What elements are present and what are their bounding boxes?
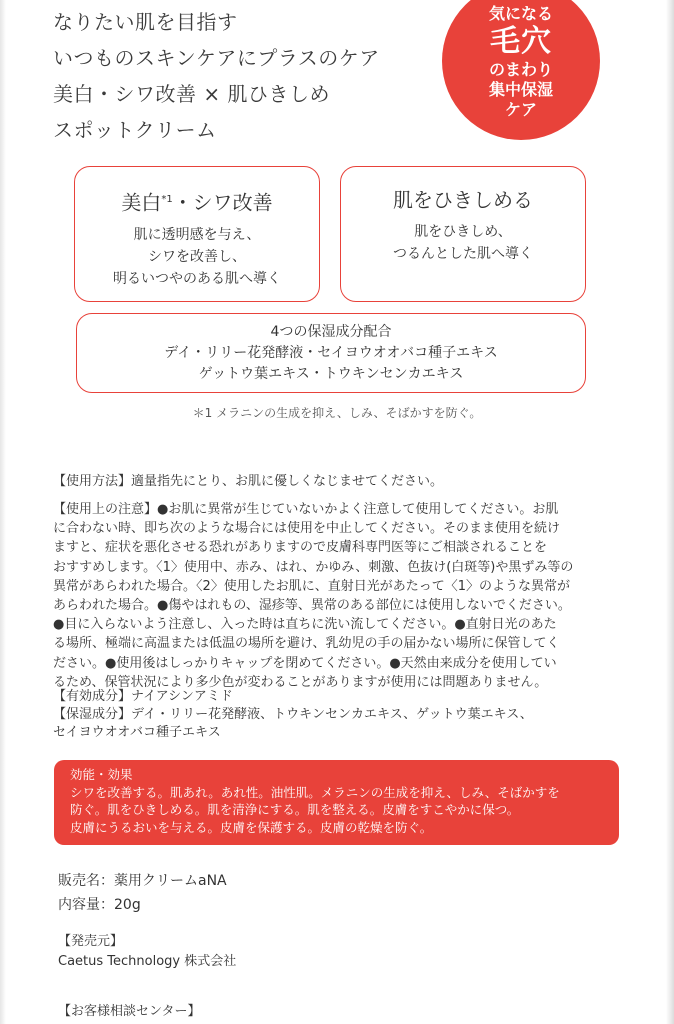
feature-line: 4つの保湿成分配合 [270,324,392,340]
feature-body [341,221,585,265]
caution-line: ますと、症状を悪化させる恐れがありますので皮膚科専門医等にご相談されることを [53,540,548,556]
badge-line: のまわり [488,60,553,79]
effects-line: 防ぐ。肌をひきしめる。肌を清浄にする。肌を整える。皮膚をすこやかに保つ。 [70,802,520,817]
caution-line: る場所、極端に高温または低温の場所を避け、乳幼児の手の届かない場所に保管してく [53,636,560,652]
intro-line: いつものスキンケアにプラスのケア [53,46,380,70]
effects-line: シワを改善する。肌あれ。あれ性。油性肌。メラニンの生成を抑え、しみ、そばかすを [70,784,560,800]
badge-headline: 毛穴 [490,24,552,59]
effects-heading: 効能・効果 [70,767,133,782]
feature-line: ゲットウ葉エキス・トウキンセンカエキス [198,366,464,382]
badge-line: 気になる [488,4,553,23]
badge-line: ケア [504,100,537,119]
intro-copy [53,4,380,148]
caution-line: ださい。●使用後はしっかりキャップを閉めてください。●天然由来成分を使用してい [53,655,557,671]
feature-line: 肌に透明感を与え、 [133,226,261,243]
ingredients [53,688,533,742]
feature-line: つるんとした肌へ導く [393,246,533,262]
seller-company: Caetus Technology 株式会社 [58,954,237,969]
effects-box [54,760,619,845]
usage-cautions [53,500,623,692]
feature-line: シワを改善し、 [148,248,246,265]
feature-title-part: ・シワ改善 [172,190,273,215]
seller-info [58,932,236,972]
seller-label: 【発売元】 [58,934,124,949]
intro-line: なりたい肌を目指す [53,10,238,34]
package-right-edge [666,0,674,1024]
caution-line: ●目に入らないよう注意し、入った時は直ちに洗い流してください。●直射日光のあた [53,617,557,633]
feature-whitening-wrinkle [74,166,320,302]
feature-title [75,187,319,216]
pore-care-badge [442,0,600,140]
moisturizing-ingredients: 【保湿成分】デイ・リリー花発酵液、トウキンセンカエキス、ゲットウ葉エキス、 [53,707,533,722]
feature-body [77,322,585,385]
usage-directions: 【使用方法】適量指先にとり、お肌に優しくなじませてください。 [53,474,444,489]
badge-line: 集中保湿 [488,80,553,99]
caution-line: 【使用上の注意】●お肌に異常が生じていないかよく注意して使用してください。お肌 [53,502,559,517]
feature-moisturizing-ingredients [76,313,586,393]
feature-line: 肌をひきしめ、 [414,224,512,240]
effects-line: 皮膚にうるおいを与える。皮膚を保護する。皮膚の乾燥を防ぐ。 [70,819,433,835]
feature-line: 明るいつやのある肌へ導く [113,270,281,287]
feature-line: デイ・リリー花発酵液・セイヨウオオバコ種子エキス [164,345,498,361]
product-info [58,869,227,917]
intro-line: スポットクリーム [53,118,217,142]
feature-title-part: 美白 [121,190,162,215]
caution-line: に合わない時、即ち次のような場合には使用を中止してください。そのまま使用を続け [53,521,561,537]
product-name: 販売名：薬用クリームaNA [58,873,227,889]
product-volume: 内容量：20g [58,897,141,913]
feature-title: 肌をひきしめる [393,188,533,212]
moisturizing-ingredients: セイヨウオオバコ種子エキス [53,725,221,740]
intro-line: 美白・シワ改善 × 肌ひきしめ [53,82,330,106]
caution-line: おすすめします。〈1〉使用中、赤み、はれ、かゆみ、刺激、色抜け(白斑等)や黒ずみ等の [53,559,574,575]
customer-center-label: 【お客様相談センター】 [58,1004,201,1019]
caution-line: 異常があらわれた場合。〈2〉使用したお肌に、直射日光があたって〈1〉のような異常が [53,578,571,594]
active-ingredient: 【有効成分】ナイアシンアミド [53,689,233,704]
feature-body [75,224,319,290]
caution-line: るため、保管状況により多少色が変わることがありますが使用には問題ありません。 [53,674,548,690]
feature-firming [340,166,586,302]
package-left-edge [0,0,6,1024]
footnote: ＊1 メラニンの生成を抑え、しみ、そばかすを防ぐ。 [192,406,482,420]
caution-line: あらわれた場合。●傷やはれもの、湿疹等、異常のある部位には使用しないでください。 [53,598,571,614]
footnote-mark: *1 [161,194,173,205]
